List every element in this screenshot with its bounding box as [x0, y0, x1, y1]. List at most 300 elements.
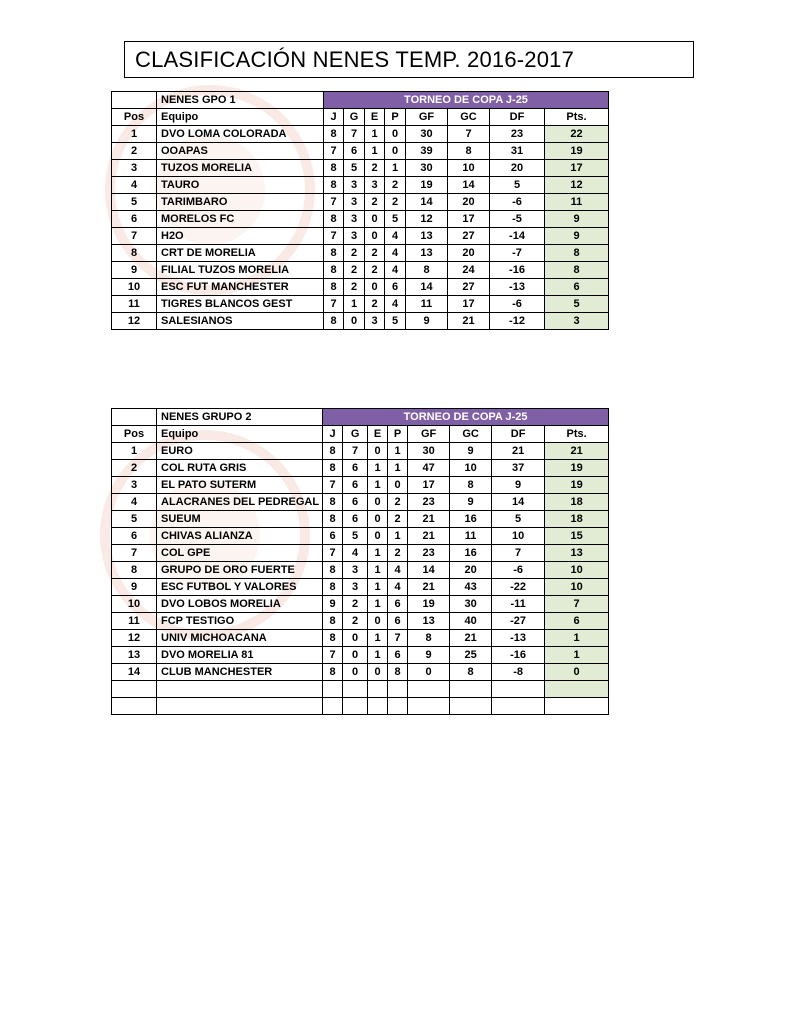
stat-cell: -6 [492, 562, 545, 579]
stat-cell: 2 [365, 194, 385, 211]
stat-cell: 8 [324, 313, 344, 330]
points-cell: 9 [545, 228, 609, 245]
stat-cell: 4 [388, 579, 408, 596]
position-cell: 14 [112, 664, 157, 681]
team-name-cell: FCP TESTIGO [157, 613, 323, 630]
stat-cell: 17 [408, 477, 450, 494]
empty-cell [112, 681, 157, 698]
column-header: G [344, 109, 365, 126]
position-cell: 13 [112, 647, 157, 664]
stat-cell: 0 [368, 494, 388, 511]
column-header: GF [408, 426, 450, 443]
stat-cell: -16 [490, 262, 545, 279]
table-row [112, 228, 609, 245]
team-name-cell: TIGRES BLANCOS GEST [157, 296, 324, 313]
stat-cell: 8 [323, 494, 343, 511]
column-header: DF [492, 426, 545, 443]
points-cell: 15 [545, 528, 609, 545]
stat-cell: 8 [323, 630, 343, 647]
table-row [112, 630, 609, 647]
stat-cell: -6 [490, 296, 545, 313]
position-cell: 9 [112, 262, 157, 279]
standings-table-group-1 [111, 91, 609, 330]
stat-cell: 0 [343, 630, 368, 647]
table-row [112, 613, 609, 630]
stat-cell: -22 [492, 579, 545, 596]
stat-cell: 2 [365, 296, 385, 313]
stat-cell: 8 [323, 664, 343, 681]
stat-cell: 8 [324, 211, 344, 228]
stat-cell: 27 [448, 279, 490, 296]
stat-cell: 11 [406, 296, 448, 313]
blank-cell [112, 409, 157, 426]
stat-cell: 7 [324, 194, 344, 211]
position-cell: 5 [112, 194, 157, 211]
stat-cell: 6 [343, 460, 368, 477]
stat-cell: 20 [448, 194, 490, 211]
column-header: GC [450, 426, 492, 443]
stat-cell: 6 [388, 596, 408, 613]
stat-cell: 2 [388, 511, 408, 528]
stat-cell: 0 [365, 228, 385, 245]
stat-cell: 19 [408, 596, 450, 613]
stat-cell: 4 [343, 545, 368, 562]
stat-cell: 0 [365, 279, 385, 296]
stat-cell: 8 [323, 460, 343, 477]
stat-cell: 8 [388, 664, 408, 681]
stat-cell: -5 [490, 211, 545, 228]
empty-cell [492, 681, 545, 698]
position-cell: 7 [112, 545, 157, 562]
stat-cell: 1 [368, 647, 388, 664]
stat-cell: 8 [323, 511, 343, 528]
empty-cell [112, 698, 157, 715]
position-cell: 6 [112, 211, 157, 228]
points-cell: 13 [545, 545, 609, 562]
stat-cell: 6 [388, 613, 408, 630]
table-row [112, 177, 609, 194]
stat-cell: 13 [406, 245, 448, 262]
stat-cell: 13 [406, 228, 448, 245]
empty-cell [388, 681, 408, 698]
points-cell: 18 [545, 511, 609, 528]
stat-cell: 2 [344, 279, 365, 296]
stat-cell: -6 [490, 194, 545, 211]
table-row [112, 511, 609, 528]
table-row [112, 443, 609, 460]
stat-cell: 8 [324, 160, 344, 177]
group-name: NENES GPO 1 [157, 92, 324, 109]
points-cell: 6 [545, 613, 609, 630]
stat-cell: 2 [344, 245, 365, 262]
stat-cell: 1 [368, 596, 388, 613]
table-row [112, 477, 609, 494]
stat-cell: 21 [448, 313, 490, 330]
stat-cell: 6 [343, 511, 368, 528]
stat-cell: 8 [408, 630, 450, 647]
points-cell: 12 [545, 177, 609, 194]
stat-cell: 7 [448, 126, 490, 143]
stat-cell: 31 [490, 143, 545, 160]
stat-cell: 21 [450, 630, 492, 647]
position-cell: 3 [112, 477, 157, 494]
stat-cell: 3 [344, 177, 365, 194]
stat-cell: 3 [343, 562, 368, 579]
stat-cell: 1 [388, 528, 408, 545]
team-name-cell: EL PATO SUTERM [157, 477, 323, 494]
points-cell: 8 [545, 262, 609, 279]
stat-cell: 0 [385, 126, 406, 143]
team-name-cell: CHIVAS ALIANZA [157, 528, 323, 545]
table-row [112, 211, 609, 228]
stat-cell: 1 [365, 143, 385, 160]
stat-cell: 1 [368, 630, 388, 647]
points-cell: 1 [545, 630, 609, 647]
points-cell: 11 [545, 194, 609, 211]
stat-cell: 7 [323, 477, 343, 494]
column-header-row [112, 426, 609, 443]
column-header: GC [448, 109, 490, 126]
position-cell: 6 [112, 528, 157, 545]
stat-cell: 0 [368, 511, 388, 528]
empty-cell [368, 698, 388, 715]
empty-cell [157, 698, 323, 715]
position-cell: 11 [112, 613, 157, 630]
empty-cell [343, 698, 368, 715]
stat-cell: 4 [385, 262, 406, 279]
group-name: NENES GRUPO 2 [157, 409, 323, 426]
stat-cell: 5 [490, 177, 545, 194]
stat-cell: 13 [408, 613, 450, 630]
empty-cell [545, 681, 609, 698]
team-name-cell: COL RUTA GRIS [157, 460, 323, 477]
points-cell: 1 [545, 647, 609, 664]
team-name-cell: SUEUM [157, 511, 323, 528]
team-name-cell: TARIMBARO [157, 194, 324, 211]
stat-cell: 10 [492, 528, 545, 545]
stat-cell: 14 [406, 194, 448, 211]
stat-cell: 8 [323, 579, 343, 596]
stat-cell: 8 [448, 143, 490, 160]
stat-cell: -27 [492, 613, 545, 630]
team-name-cell: FILIAL TUZOS MORELIA [157, 262, 324, 279]
stat-cell: 30 [450, 596, 492, 613]
tournament-header: TORNEO DE COPA J-25 [323, 409, 609, 426]
stat-cell: 1 [388, 443, 408, 460]
table-row [112, 194, 609, 211]
stat-cell: 23 [408, 545, 450, 562]
stat-cell: 7 [344, 126, 365, 143]
empty-cell [323, 681, 343, 698]
position-cell: 7 [112, 228, 157, 245]
empty-cell [408, 698, 450, 715]
stat-cell: 3 [344, 228, 365, 245]
stat-cell: 7 [323, 545, 343, 562]
points-cell: 10 [545, 562, 609, 579]
stat-cell: -12 [490, 313, 545, 330]
stat-cell: 8 [406, 262, 448, 279]
table-row [112, 562, 609, 579]
stat-cell: 43 [450, 579, 492, 596]
stat-cell: 2 [388, 494, 408, 511]
column-header: E [368, 426, 388, 443]
empty-cell [492, 698, 545, 715]
empty-cell [388, 698, 408, 715]
points-cell: 19 [545, 143, 609, 160]
stat-cell: 8 [324, 126, 344, 143]
table-row [112, 245, 609, 262]
table-row [112, 460, 609, 477]
stat-cell: 27 [448, 228, 490, 245]
stat-cell: 8 [323, 443, 343, 460]
stat-cell: 6 [385, 279, 406, 296]
column-header-row [112, 109, 609, 126]
stat-cell: 8 [324, 279, 344, 296]
stat-cell: 14 [408, 562, 450, 579]
stat-cell: 14 [406, 279, 448, 296]
position-cell: 1 [112, 126, 157, 143]
column-header: G [343, 426, 368, 443]
stat-cell: 3 [343, 579, 368, 596]
empty-cell [368, 681, 388, 698]
stat-cell: 2 [385, 194, 406, 211]
stat-cell: 8 [450, 477, 492, 494]
team-name-cell: DVO LOBOS MORELIA [157, 596, 323, 613]
team-name-cell: SALESIANOS [157, 313, 324, 330]
stat-cell: 5 [385, 313, 406, 330]
stat-cell: 2 [343, 613, 368, 630]
team-name-cell: OOAPAS [157, 143, 324, 160]
team-name-cell: COL GPE [157, 545, 323, 562]
stat-cell: 8 [324, 262, 344, 279]
stat-cell: 3 [344, 194, 365, 211]
stat-cell: 21 [492, 443, 545, 460]
stat-cell: 0 [368, 528, 388, 545]
stat-cell: -13 [492, 630, 545, 647]
stat-cell: -14 [490, 228, 545, 245]
stat-cell: 30 [406, 160, 448, 177]
stat-cell: 7 [492, 545, 545, 562]
stat-cell: 2 [388, 545, 408, 562]
team-name-cell: GRUPO DE ORO FUERTE [157, 562, 323, 579]
stat-cell: 7 [324, 296, 344, 313]
stat-cell: 1 [365, 126, 385, 143]
position-cell: 10 [112, 596, 157, 613]
stat-cell: 2 [344, 262, 365, 279]
column-header: P [388, 426, 408, 443]
points-cell: 17 [545, 160, 609, 177]
tournament-header: TORNEO DE COPA J-25 [324, 92, 609, 109]
team-name-cell: MORELOS FC [157, 211, 324, 228]
stat-cell: 2 [365, 262, 385, 279]
stat-cell: 8 [324, 245, 344, 262]
stat-cell: 16 [450, 511, 492, 528]
stat-cell: 23 [490, 126, 545, 143]
points-cell: 7 [545, 596, 609, 613]
stat-cell: 8 [450, 664, 492, 681]
stat-cell: 9 [406, 313, 448, 330]
position-cell: 8 [112, 562, 157, 579]
stat-cell: 8 [324, 177, 344, 194]
stat-cell: 3 [365, 313, 385, 330]
stat-cell: 47 [408, 460, 450, 477]
position-cell: 12 [112, 630, 157, 647]
stat-cell: -11 [492, 596, 545, 613]
points-cell: 3 [545, 313, 609, 330]
stat-cell: 7 [388, 630, 408, 647]
stat-cell: 2 [343, 596, 368, 613]
column-header: J [323, 426, 343, 443]
points-cell: 21 [545, 443, 609, 460]
position-cell: 2 [112, 143, 157, 160]
position-cell: 12 [112, 313, 157, 330]
table-row [112, 262, 609, 279]
position-cell: 4 [112, 177, 157, 194]
empty-row [112, 698, 609, 715]
points-cell: 10 [545, 579, 609, 596]
table-row [112, 313, 609, 330]
standings-table-group-2 [111, 408, 609, 715]
points-cell: 19 [545, 460, 609, 477]
stat-cell: 0 [368, 443, 388, 460]
stat-cell: -16 [492, 647, 545, 664]
points-cell: 18 [545, 494, 609, 511]
column-header: P [385, 109, 406, 126]
stat-cell: 37 [492, 460, 545, 477]
empty-cell [450, 698, 492, 715]
stat-cell: 1 [385, 160, 406, 177]
stat-cell: 8 [323, 613, 343, 630]
table-row [112, 143, 609, 160]
stat-cell: 21 [408, 511, 450, 528]
team-name-cell: TUZOS MORELIA [157, 160, 324, 177]
points-cell: 5 [545, 296, 609, 313]
empty-cell [157, 681, 323, 698]
table-row [112, 126, 609, 143]
team-name-cell: EURO [157, 443, 323, 460]
empty-cell [323, 698, 343, 715]
stat-cell: 9 [450, 494, 492, 511]
stat-cell: 5 [344, 160, 365, 177]
team-name-cell: CLUB MANCHESTER [157, 664, 323, 681]
stat-cell: 9 [450, 443, 492, 460]
stat-cell: 8 [323, 562, 343, 579]
column-header: Equipo [157, 426, 323, 443]
column-header: Pts. [545, 109, 609, 126]
position-cell: 1 [112, 443, 157, 460]
column-header: GF [406, 109, 448, 126]
stat-cell: -8 [492, 664, 545, 681]
position-cell: 3 [112, 160, 157, 177]
column-header: Pos [112, 109, 157, 126]
stat-cell: 4 [385, 228, 406, 245]
stat-cell: 1 [368, 477, 388, 494]
team-name-cell: ESC FUTBOL Y VALORES [157, 579, 323, 596]
position-cell: 8 [112, 245, 157, 262]
position-cell: 2 [112, 460, 157, 477]
stat-cell: 5 [492, 511, 545, 528]
empty-cell [408, 681, 450, 698]
stat-cell: 0 [368, 613, 388, 630]
team-name-cell: H2O [157, 228, 324, 245]
stat-cell: -7 [490, 245, 545, 262]
points-cell: 6 [545, 279, 609, 296]
table-row [112, 647, 609, 664]
table-row [112, 296, 609, 313]
stat-cell: 1 [388, 460, 408, 477]
stat-cell: 20 [450, 562, 492, 579]
stat-cell: 0 [385, 143, 406, 160]
stat-cell: 39 [406, 143, 448, 160]
table-row [112, 596, 609, 613]
empty-cell [450, 681, 492, 698]
column-header: DF [490, 109, 545, 126]
team-name-cell: DVO LOMA COLORADA [157, 126, 324, 143]
column-header: Pts. [545, 426, 609, 443]
empty-row [112, 681, 609, 698]
stat-cell: 17 [448, 211, 490, 228]
stat-cell: 14 [448, 177, 490, 194]
stat-cell: 2 [385, 177, 406, 194]
stat-cell: 3 [344, 211, 365, 228]
stat-cell: 25 [450, 647, 492, 664]
stat-cell: 0 [343, 664, 368, 681]
column-header: Equipo [157, 109, 324, 126]
stat-cell: 6 [343, 477, 368, 494]
stat-cell: 4 [385, 296, 406, 313]
stat-cell: -13 [490, 279, 545, 296]
points-cell: 19 [545, 477, 609, 494]
stat-cell: 14 [492, 494, 545, 511]
column-header: J [324, 109, 344, 126]
stat-cell: 21 [408, 579, 450, 596]
stat-cell: 0 [343, 647, 368, 664]
table-row [112, 528, 609, 545]
stat-cell: 6 [388, 647, 408, 664]
stat-cell: 4 [385, 245, 406, 262]
position-cell: 11 [112, 296, 157, 313]
team-name-cell: DVO MORELIA 81 [157, 647, 323, 664]
stat-cell: 3 [365, 177, 385, 194]
stat-cell: 0 [368, 664, 388, 681]
points-cell: 8 [545, 245, 609, 262]
table-row [112, 664, 609, 681]
stat-cell: 4 [388, 562, 408, 579]
stat-cell: 7 [323, 647, 343, 664]
team-name-cell: TAURO [157, 177, 324, 194]
team-name-cell: ESC FUT MANCHESTER [157, 279, 324, 296]
table-row [112, 279, 609, 296]
stat-cell: 10 [450, 460, 492, 477]
stat-cell: 11 [450, 528, 492, 545]
stat-cell: 5 [385, 211, 406, 228]
table-row [112, 579, 609, 596]
stat-cell: 20 [448, 245, 490, 262]
stat-cell: 7 [324, 228, 344, 245]
stat-cell: 30 [408, 443, 450, 460]
stat-cell: 1 [368, 460, 388, 477]
stat-cell: 5 [343, 528, 368, 545]
stat-cell: 0 [388, 477, 408, 494]
position-cell: 5 [112, 511, 157, 528]
stat-cell: 23 [408, 494, 450, 511]
stat-cell: 19 [406, 177, 448, 194]
stat-cell: 6 [323, 528, 343, 545]
points-cell: 0 [545, 664, 609, 681]
stat-cell: 1 [368, 562, 388, 579]
position-cell: 4 [112, 494, 157, 511]
stat-cell: 17 [448, 296, 490, 313]
